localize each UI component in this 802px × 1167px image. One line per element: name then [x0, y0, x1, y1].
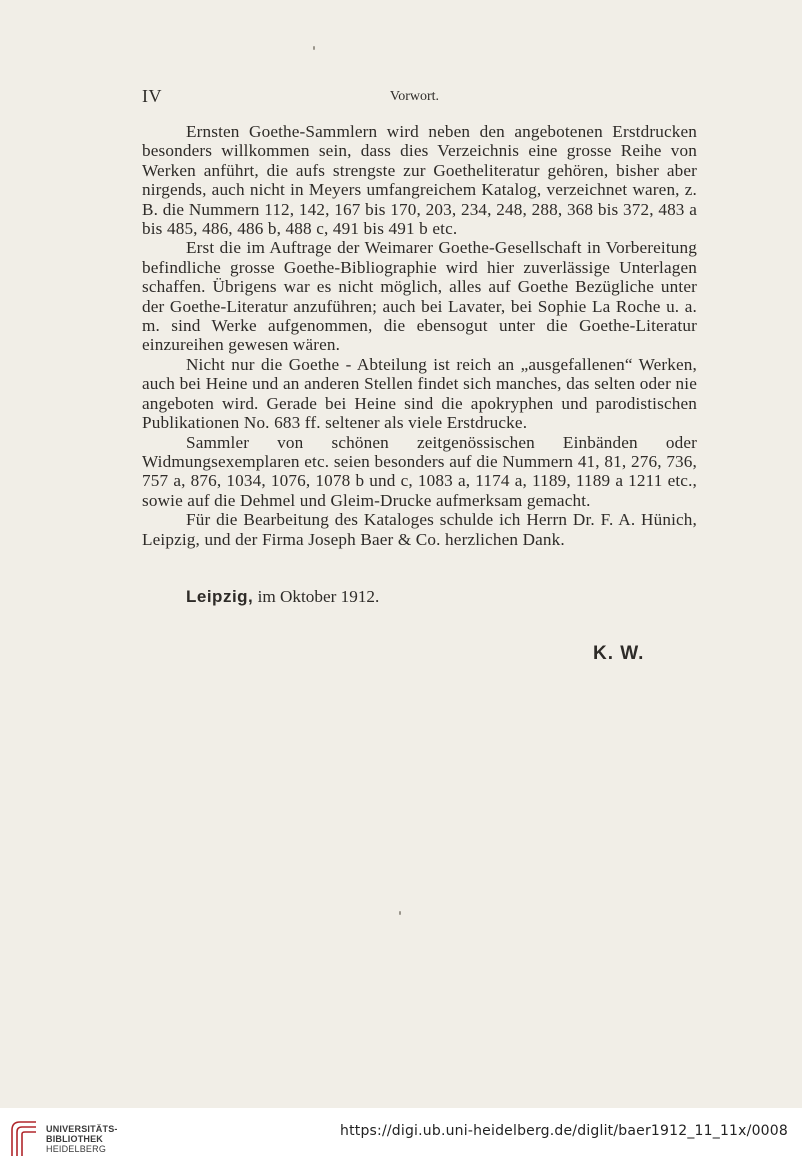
- closing-place: Leipzig,: [186, 587, 254, 606]
- signature-initials: K. W.: [593, 643, 645, 664]
- closing-line: [186, 587, 379, 607]
- library-wordmark: [46, 1124, 118, 1154]
- preface-body: [142, 122, 697, 549]
- permalink-url[interactable]: https://digi.ub.uni-heidelberg.de/diglit/baer1912_11_11x/0008: [340, 1123, 788, 1139]
- paragraph: Nicht nur die Goethe - Abteilung ist reich an „ausgefallenen“ Werken, auch bei Heine und an anderen Stellen findet sich manches, das selten oder nie angeboten wird. Gerade bei Heine sind die apokryphen und parodistischen Publikationen No. 683 ff. seltener als viele Erstdrucke.: [142, 354, 697, 433]
- paragraph: Ernsten Goethe-Sammlern wird neben den angebotenen Erstdrucken besonders willkommen sein, dass dies Verzeichnis eine grosse Reihe von Werken anführt, die aufs strengste zur Goetheliteratur gehören, bisher aber nirgends, auch nicht in Meyers umfangreichem Katalog, verzeichnet waren, z. B. die Nummern 112, 142, 167 bis 170, 203, 234, 248, 288, 368 bis 372, 483 a bis 485, 486, 486 b, 488 c, 491 bis 491 b etc.: [142, 122, 697, 239]
- wordmark-line: BIBLIOTHEK: [46, 1134, 103, 1144]
- paragraph: Für die Bearbeitung des Kataloges schulde ich Herrn Dr. F. A. Hünich, Leipzig, und der Firma Joseph Baer & Co. herzlichen Dank.: [142, 510, 697, 549]
- paragraph: Sammler von schönen zeitgenössischen Einbänden oder Widmungsexemplaren etc. seien besonders auf die Nummern 41, 81, 276, 736, 757 a, 876, 1034, 1076, 1078 b und c, 1083 a, 1174 a, 1189, 1189 a 1211 etc., sowie auf die Dehmel und Gleim-Drucke aufmerksam gemacht.: [142, 432, 697, 510]
- wordmark-line: UNIVERSITÄTS-: [46, 1124, 118, 1134]
- paragraph: Erst die im Auftrage der Weimarer Goethe-Gesellschaft in Vorbereitung befindliche grosse Goethe-Bibliographie wird hier zuverlässige Unterlagen schaffen. Übrigens war es nicht möglich, alles auf Goethe Bezügliche unter der Goethe-Literatur anzuführen; auch bei Lavater, bei Sophie La Roche u. a. m. sind Werke aufgenommen, die ebensogut unter die Goethe-Literatur einzureihen gewesen wären.: [142, 238, 697, 355]
- scan-speck: [399, 911, 401, 915]
- scan-speck: [313, 46, 315, 50]
- running-head: [142, 86, 697, 108]
- closing-date: im Oktober 1912.: [257, 587, 380, 606]
- viewer-footer: [0, 1108, 802, 1167]
- page-number: IV: [142, 86, 162, 106]
- university-library-logo-icon[interactable]: [8, 1116, 40, 1160]
- wordmark-line: HEIDELBERG: [46, 1144, 107, 1154]
- running-head-title: Vorwort.: [389, 89, 440, 104]
